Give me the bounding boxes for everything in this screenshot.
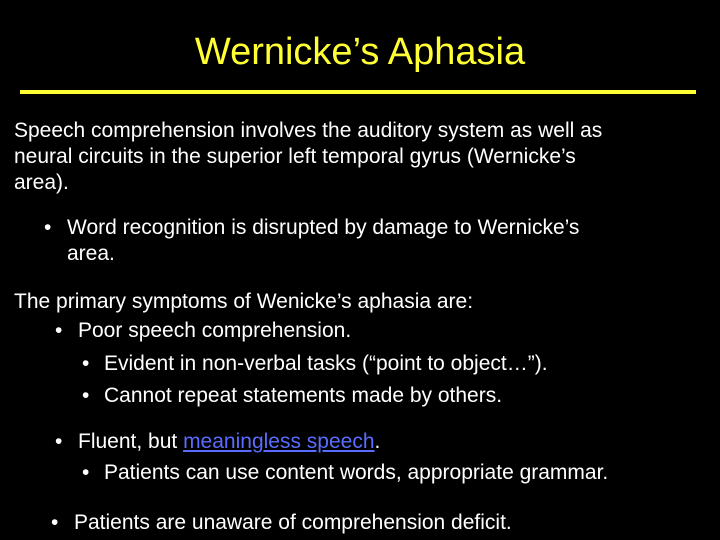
bullet-marker: •	[82, 384, 90, 407]
symptoms-heading: The primary symptoms of Wenicke’s aphasia are:	[14, 290, 474, 313]
symptom-3: Patients are unaware of comprehension deficit.	[74, 511, 512, 534]
symptom-1-sub-1: Evident in non-verbal tasks (“point to object…”).	[104, 352, 548, 375]
symptom-2-suffix: .	[374, 430, 381, 453]
bullet-1-line-1: Word recognition is disrupted by damage to Wernicke’s	[67, 216, 580, 239]
intro-line-2: neural circuits in the superior left temporal gyrus (Wernicke’s	[14, 145, 576, 168]
symptom-2-sub-1: Patients can use content words, appropriate grammar.	[104, 461, 609, 484]
meaningless-speech-link[interactable]: meaningless speech	[183, 430, 375, 453]
intro-line-1: Speech comprehension involves the auditory system as well as	[14, 119, 603, 142]
title-divider	[20, 90, 696, 94]
bullet-marker: •	[44, 216, 52, 239]
symptom-1: Poor speech comprehension.	[78, 319, 352, 342]
bullet-marker: •	[82, 461, 90, 484]
bullet-marker: •	[82, 352, 90, 375]
intro-line-3: area).	[14, 171, 69, 194]
bullet-1-line-2: area.	[67, 242, 115, 265]
symptom-1-sub-2: Cannot repeat statements made by others.	[104, 384, 503, 407]
bullet-marker: •	[51, 511, 59, 534]
slide-title: Wernicke’s Aphasia	[194, 31, 526, 73]
bullet-marker: •	[55, 319, 63, 342]
symptom-2-prefix: Fluent, but	[78, 430, 184, 453]
symptom-2	[78, 429, 380, 455]
bullet-marker: •	[55, 430, 63, 453]
